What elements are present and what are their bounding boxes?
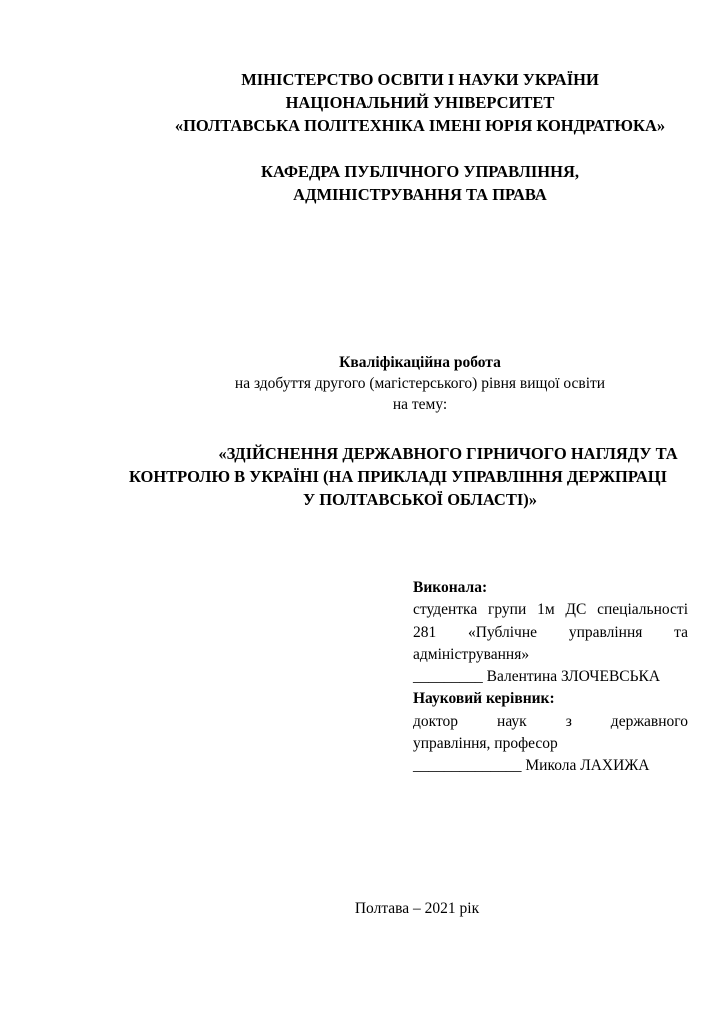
topic-line-1: «ЗДІЙСНЕННЯ ДЕРЖАВНОГО ГІРНИЧОГО НАГЛЯДУ ТА (218, 444, 678, 463)
supervisor-signature: ______________ Микола ЛАХИЖА (413, 757, 650, 775)
author-info-line-3: адміністрування» (413, 645, 530, 663)
author-signature: _________ Валентина ЗЛОЧЕВСЬКА (413, 668, 661, 686)
university-name: «ПОЛТАВСЬКА ПОЛІТЕХНІКА ІМЕНІ ЮРІЯ КОНДРАТЮКА» (174, 116, 666, 135)
ministry-name: МІНІСТЕРСТВО ОСВІТИ І НАУКИ УКРАЇНИ (241, 70, 599, 89)
university-type: НАЦІОНАЛЬНИЙ УНІВЕРСИТЕТ (285, 93, 555, 112)
supervisor-info-line-2: управління, професор (413, 735, 558, 753)
department-header (110, 160, 724, 206)
topic-label: на тему: (392, 396, 448, 413)
supervisor-info-line-1: доктор наук з державного (413, 712, 688, 730)
topic-line-2: КОНТРОЛЮ В УКРАЇНІ (НА ПРИКЛАДІ УПРАВЛІННЯ ДЕРЖПРАЦІ (128, 467, 668, 486)
work-description (110, 352, 724, 415)
thesis-topic (110, 442, 724, 511)
author-info-line-2: 281 «Публічне управління та (413, 623, 688, 641)
supervisor-label: Науковий керівник: (413, 690, 555, 708)
topic-line-3: У ПОЛТАВСЬКОЇ ОБЛАСТІ)» (302, 490, 538, 509)
author-info-line-1: студентка групи 1м ДС спеціальності (413, 601, 688, 619)
department-line-2: АДМІНІСТРУВАННЯ ТА ПРАВА (293, 185, 547, 204)
institution-header (110, 68, 724, 137)
work-purpose: на здобуття другого (магістерського) рівня вищої освіти (234, 375, 606, 392)
department-line-1: КАФЕДРА ПУБЛІЧНОГО УПРАВЛІННЯ, (261, 162, 579, 181)
work-title: Кваліфікаційна робота (339, 354, 501, 371)
place-and-year: Полтава – 2021 рік (354, 900, 480, 917)
author-label: Виконала: (413, 579, 488, 596)
signature-block (413, 577, 688, 778)
